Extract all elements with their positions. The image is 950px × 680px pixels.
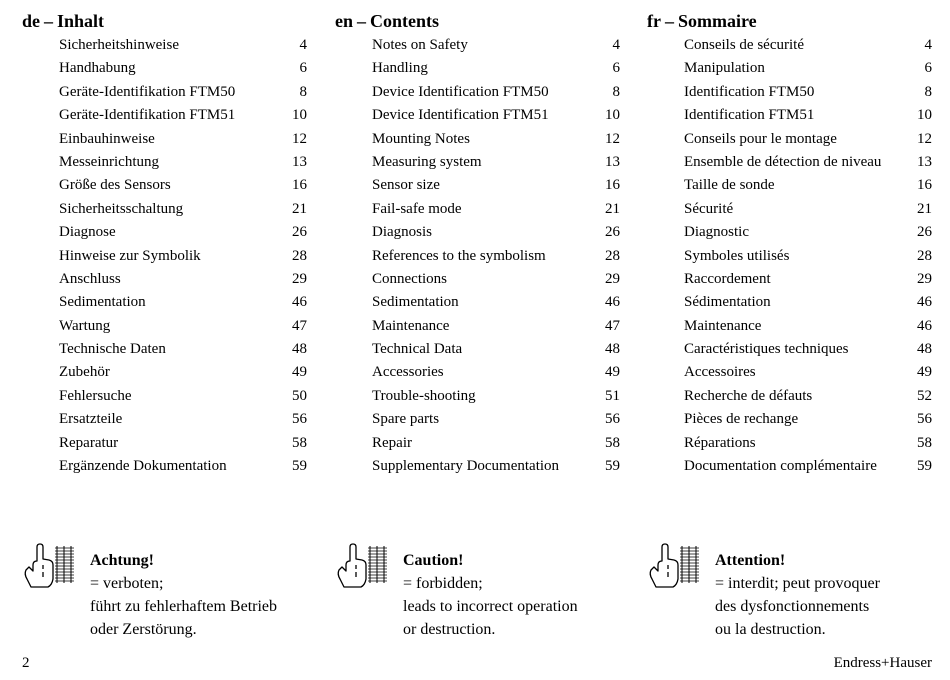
warning-note-en — [335, 543, 630, 648]
toc-entry — [335, 268, 625, 291]
toc-entry-title: Taille de sonde — [684, 177, 775, 194]
toc-entry — [22, 432, 312, 455]
toc-entry-page: 26 — [605, 224, 620, 241]
toc-entry-title: Conseils de sécurité — [684, 37, 804, 53]
heading-separator: – — [664, 11, 674, 31]
toc-entry-title: Mounting Notes — [372, 130, 470, 147]
toc-entry-title: Maintenance — [684, 317, 762, 334]
toc-entry-title: Connections — [372, 270, 447, 287]
toc-entry — [647, 198, 937, 221]
toc-entry-page: 50 — [292, 387, 307, 404]
toc-entry-page: 6 — [924, 60, 932, 77]
warning-title: Achtung! — [90, 552, 155, 569]
toc-entry-title: Réparations — [684, 434, 756, 451]
toc-entry-page: 4 — [612, 37, 620, 53]
toc-entry — [22, 408, 312, 431]
toc-entry-page: 46 — [605, 294, 620, 311]
toc-entry — [647, 315, 937, 338]
toc-entry-title: Supplementary Documentation — [372, 458, 560, 475]
language-code: fr — [647, 11, 661, 31]
toc-entry-title: Sédimentation — [684, 294, 771, 311]
toc-entry — [22, 198, 312, 221]
toc-entry — [647, 34, 937, 57]
toc-entry — [647, 291, 937, 314]
toc-entry-page: 52 — [917, 387, 932, 404]
toc-entry-title: Sedimentation — [59, 294, 146, 311]
toc-entry-page: 6 — [612, 60, 620, 77]
toc-entry — [335, 291, 625, 314]
toc-entry-title: Messeinrichtung — [59, 153, 159, 170]
toc-entry-page: 26 — [292, 224, 307, 241]
toc-entry — [335, 432, 625, 455]
toc-entry-title: Repair — [372, 434, 412, 451]
toc-entry-title: Trouble-shooting — [372, 387, 476, 404]
toc-heading-text: Inhalt — [57, 11, 105, 31]
toc-entry-page: 47 — [605, 317, 620, 334]
toc-entry — [335, 34, 625, 57]
toc-entry-title: Recherche de défauts — [684, 387, 813, 404]
toc-entry — [22, 221, 312, 244]
toc-entry-title: Wartung — [59, 317, 111, 334]
toc-entry — [22, 455, 312, 478]
warning-line: führt zu fehlerhaftem Betrieb — [90, 598, 278, 615]
toc-entry-title: Notes on Safety — [372, 37, 468, 53]
toc-entry — [647, 245, 937, 268]
heading-separator: – — [357, 11, 366, 31]
toc-entry-title: Identification FTM51 — [684, 107, 815, 124]
language-code: de — [22, 11, 40, 31]
warning-line: or destruction. — [403, 621, 496, 638]
toc-entry-page: 29 — [605, 270, 620, 287]
toc-entry-page: 29 — [292, 270, 307, 287]
hand-pointing-at-device-icon — [647, 543, 707, 593]
warning-title: Caution! — [403, 552, 464, 569]
toc-entry-title: Technical Data — [372, 341, 463, 358]
toc-entry-page: 28 — [917, 247, 932, 264]
toc-entry — [22, 34, 312, 57]
toc-entry-page: 48 — [605, 341, 620, 358]
toc-entry — [22, 338, 312, 361]
warning-line: ou la destruction. — [715, 621, 826, 638]
toc-entry-page: 28 — [605, 247, 620, 264]
warning-title: Attention! — [715, 552, 786, 569]
warning-line: des dysfonctionnements — [715, 598, 870, 615]
toc-list — [647, 34, 937, 478]
toc-entry-page: 46 — [292, 294, 307, 311]
warning-note-de — [22, 543, 317, 648]
toc-entry — [22, 151, 312, 174]
toc-entry-page: 13 — [292, 153, 307, 170]
toc-entry-page: 49 — [605, 364, 620, 381]
toc-entry-page: 10 — [605, 107, 620, 124]
toc-entry — [647, 455, 937, 478]
toc-entry — [335, 221, 625, 244]
toc-entry-page: 58 — [605, 434, 620, 451]
toc-entry — [647, 432, 937, 455]
toc-entry — [335, 104, 625, 127]
page-number: 2 — [22, 655, 30, 671]
toc-entry-title: Fail-safe mode — [372, 200, 462, 217]
toc-entry-page: 13 — [605, 153, 620, 170]
toc-entry-page: 12 — [605, 130, 620, 147]
toc-entry-page: 10 — [917, 107, 932, 124]
toc-entry — [647, 338, 937, 361]
toc-entry-page: 56 — [292, 411, 307, 428]
toc-entry — [22, 104, 312, 127]
toc-entry-page: 56 — [917, 411, 932, 428]
toc-entry-title: Geräte-Identifikation FTM50 — [59, 83, 236, 100]
toc-entry-page: 29 — [917, 270, 932, 287]
toc-entry-page: 13 — [917, 153, 932, 170]
toc-entry-page: 21 — [917, 200, 932, 217]
toc-entry — [335, 245, 625, 268]
toc-column-de — [22, 10, 312, 478]
toc-entry — [335, 81, 625, 104]
toc-entry — [647, 57, 937, 80]
toc-entry — [335, 174, 625, 197]
toc-entry-title: Device Identification FTM51 — [372, 107, 549, 124]
toc-entry-page: 59 — [292, 458, 307, 475]
toc-entry-page: 47 — [292, 317, 307, 334]
toc-entry-title: Spare parts — [372, 411, 440, 428]
toc-entry-title: References to the symbolism — [372, 247, 546, 264]
toc-entry-title: Diagnose — [59, 224, 116, 241]
toc-entry-page: 58 — [917, 434, 932, 451]
toc-entry-title: Pièces de rechange — [684, 411, 799, 428]
language-code: en — [335, 11, 353, 31]
toc-entry — [22, 128, 312, 151]
toc-entry-title: Zubehör — [59, 364, 110, 381]
toc-entry — [22, 174, 312, 197]
warning-note-fr — [647, 543, 942, 648]
toc-entry-title: Ergänzende Dokumentation — [59, 458, 227, 475]
toc-entry-title: Ersatzteile — [59, 411, 123, 428]
toc-entry — [22, 315, 312, 338]
toc-entry — [335, 408, 625, 431]
toc-entry — [22, 245, 312, 268]
toc-entry-page: 28 — [292, 247, 307, 264]
toc-entry-page: 49 — [917, 364, 932, 381]
toc-entry-title: Sécurité — [684, 200, 734, 217]
toc-entry — [335, 198, 625, 221]
toc-entry — [647, 408, 937, 431]
toc-entry-page: 59 — [605, 458, 620, 475]
toc-entry — [335, 128, 625, 151]
toc-heading-de — [22, 10, 312, 34]
warning-line: = verboten; — [90, 575, 164, 592]
toc-entry — [22, 268, 312, 291]
toc-entry-page: 49 — [292, 364, 307, 381]
toc-entry-title: Sicherheitsschaltung — [59, 200, 184, 217]
toc-entry — [335, 361, 625, 384]
toc-entry-title: Geräte-Identifikation FTM51 — [59, 107, 236, 124]
toc-entry-page: 59 — [917, 458, 932, 475]
warning-line: oder Zerstörung. — [90, 621, 197, 638]
toc-entry — [335, 338, 625, 361]
toc-entry-page: 56 — [605, 411, 620, 428]
toc-entry — [647, 81, 937, 104]
toc-column-fr — [647, 10, 937, 478]
warning-line: = interdit; peut provoquer — [715, 575, 880, 592]
toc-entry-title: Anschluss — [59, 270, 121, 287]
toc-entry-page: 16 — [292, 177, 307, 194]
toc-entry-page: 21 — [292, 200, 307, 217]
toc-entry — [22, 57, 312, 80]
toc-entry — [22, 291, 312, 314]
toc-entry-title: Fehlersuche — [59, 387, 132, 404]
hand-pointing-at-device-icon — [22, 543, 82, 593]
toc-entry-page: 4 — [924, 37, 932, 53]
toc-entry-title: Größe des Sensors — [59, 177, 171, 194]
toc-entry — [647, 104, 937, 127]
heading-separator: – — [44, 11, 53, 31]
toc-entry-title: Ensemble de détection de niveau — [684, 153, 882, 170]
toc-entry-title: Raccordement — [684, 270, 771, 287]
toc-heading-en — [335, 10, 625, 34]
toc-entry — [647, 268, 937, 291]
toc-entry — [647, 174, 937, 197]
toc-list — [335, 34, 625, 478]
toc-entry-page: 46 — [917, 294, 932, 311]
hand-pointing-at-device-icon — [335, 543, 395, 593]
toc-entry-title: Hinweise zur Symbolik — [59, 247, 201, 264]
toc-entry — [335, 455, 625, 478]
toc-entry — [647, 385, 937, 408]
toc-entry-page: 26 — [917, 224, 932, 241]
toc-entry-title: Sicherheitshinweise — [59, 37, 179, 53]
toc-entry-title: Technische Daten — [59, 341, 166, 358]
toc-entry-page: 16 — [917, 177, 932, 194]
toc-entry-title: Maintenance — [372, 317, 450, 334]
toc-entry — [335, 151, 625, 174]
toc-entry-title: Conseils pour le montage — [684, 130, 837, 147]
toc-entry-title: Symboles utilisés — [684, 247, 790, 264]
toc-entry-page: 4 — [299, 37, 307, 53]
toc-list — [22, 34, 312, 478]
toc-entry — [647, 361, 937, 384]
toc-entry-page: 12 — [917, 130, 932, 147]
toc-entry-title: Manipulation — [684, 60, 765, 77]
toc-heading-text: Sommaire — [677, 11, 757, 31]
toc-entry-page: 16 — [605, 177, 620, 194]
toc-column-en — [335, 10, 625, 478]
toc-entry-page: 48 — [292, 341, 307, 358]
toc-entry-title: Caractéristiques techniques — [684, 341, 849, 358]
toc-entry-title: Device Identification FTM50 — [372, 83, 549, 100]
toc-entry — [335, 315, 625, 338]
toc-entry-page: 8 — [924, 83, 932, 100]
toc-entry-page: 58 — [292, 434, 307, 451]
toc-entry-page: 10 — [292, 107, 307, 124]
warning-line: = forbidden; — [403, 575, 483, 592]
toc-entry — [22, 361, 312, 384]
toc-entry-page: 21 — [605, 200, 620, 217]
toc-heading-text: Contents — [370, 11, 440, 31]
toc-entry-page: 6 — [299, 60, 307, 77]
toc-entry-page: 51 — [605, 387, 620, 404]
toc-entry — [22, 81, 312, 104]
toc-entry-title: Accessoires — [684, 364, 756, 381]
toc-entry — [647, 128, 937, 151]
toc-entry — [335, 385, 625, 408]
toc-entry-page: 48 — [917, 341, 932, 358]
toc-entry-title: Measuring system — [372, 153, 482, 170]
warning-line: leads to incorrect operation — [403, 598, 578, 615]
toc-entry-title: Sedimentation — [372, 294, 459, 311]
toc-entry-page: 12 — [292, 130, 307, 147]
toc-entry-title: Identification FTM50 — [684, 83, 815, 100]
toc-heading-fr — [647, 10, 937, 34]
toc-entry-title: Documentation complémentaire — [684, 458, 877, 475]
toc-entry-title: Diagnosis — [372, 224, 432, 241]
toc-entry-title: Handling — [372, 60, 428, 77]
toc-entry-title: Einbauhinweise — [59, 130, 155, 147]
toc-entry-title: Sensor size — [372, 177, 440, 194]
brand-name: Endress+Hauser — [833, 655, 932, 671]
toc-entry-title: Diagnostic — [684, 224, 749, 241]
toc-entry-title: Handhabung — [59, 60, 136, 77]
toc-entry-page: 46 — [917, 317, 932, 334]
toc-entry — [647, 221, 937, 244]
toc-entry-title: Reparatur — [59, 434, 119, 451]
toc-entry — [647, 151, 937, 174]
toc-entry-page: 8 — [299, 83, 307, 100]
toc-entry — [22, 385, 312, 408]
toc-entry-title: Accessories — [372, 364, 444, 381]
toc-entry-page: 8 — [612, 83, 620, 100]
toc-entry — [335, 57, 625, 80]
